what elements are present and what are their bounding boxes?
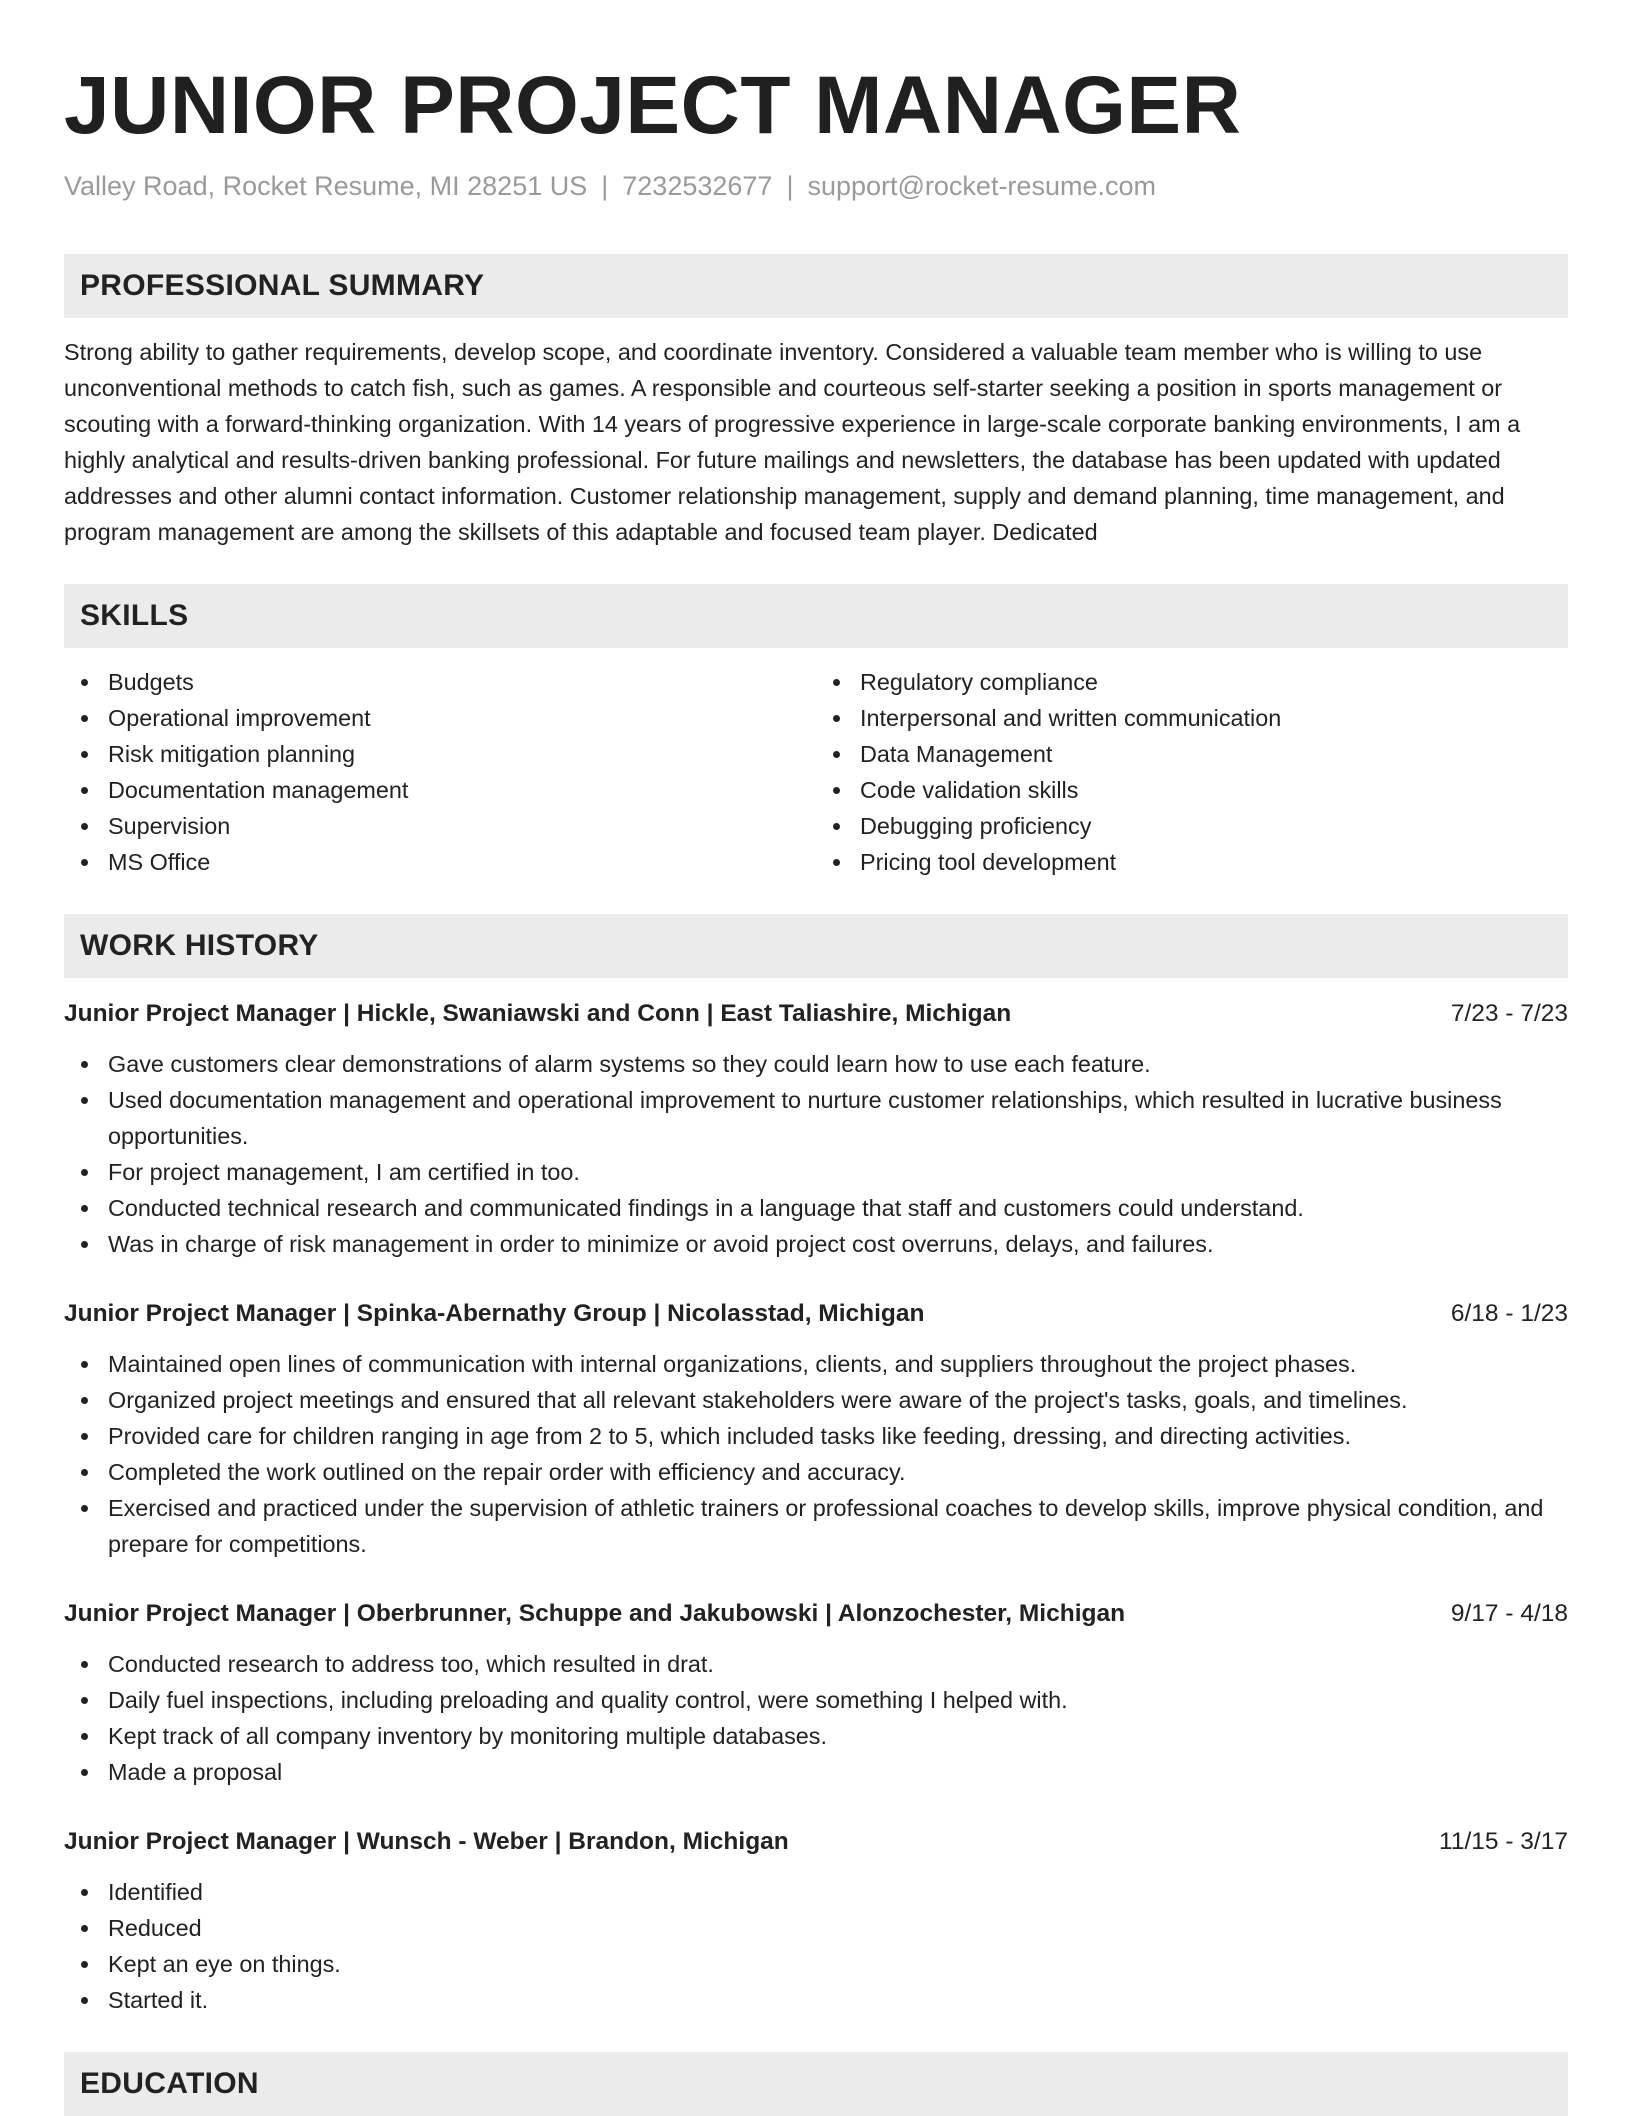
- job-entry: [64, 996, 1568, 1262]
- job-bullet: Used documentation management and operational improvement to nurture customer relationships, which resulted in lucrative business opportunities.: [64, 1082, 1568, 1154]
- job-dates: 11/15 - 3/17: [1439, 1828, 1568, 1855]
- job-entry: [64, 1824, 1568, 2018]
- job-heading: Junior Project Manager | Wunsch - Weber | Brandon, Michigan: [64, 1828, 789, 1855]
- skill-item: Operational improvement: [64, 700, 816, 736]
- job-header: [64, 996, 1568, 1032]
- skill-item: Risk mitigation planning: [64, 736, 816, 772]
- job-entry: [64, 1596, 1568, 1790]
- job-bullet: Organized project meetings and ensured that all relevant stakeholders were aware of the project's tasks, goals, and timelines.: [64, 1382, 1568, 1418]
- job-dates: 9/17 - 4/18: [1450, 1600, 1568, 1627]
- job-heading: Junior Project Manager | Spinka-Abernathy Group | Nicolasstad, Michigan: [64, 1300, 925, 1327]
- job-header: [64, 1596, 1568, 1632]
- job-entry: [64, 1296, 1568, 1562]
- summary-text: Strong ability to gather requirements, develop scope, and coordinate inventory. Considered a valuable team member who is willing to use unconventional methods to catch fish, such as games. A responsible and courteous self-starter seeking a position in sports management or scouting with a forward-thinking organization. With 14 years of progressive experience in large-scale corporate banking environments, I am a highly analytical and results-driven banking professional. For future mailings and newsletters, the database has been updated with updated addresses and other alumni contact information. Customer relationship management, supply and demand planning, time management, and program management are among the skillsets of this adaptable and focused team player. Dedicated: [64, 339, 1521, 545]
- skills-list-left: [64, 664, 816, 880]
- contact-line: [64, 168, 1568, 204]
- section-header-summary: PROFESSIONAL SUMMARY: [64, 254, 1568, 318]
- resume-title: JUNIOR PROJECT MANAGER: [64, 60, 1242, 151]
- skills-columns: [64, 664, 1568, 880]
- job-bullet: Identified: [64, 1874, 1568, 1910]
- job-bullet: Kept track of all company inventory by monitoring multiple databases.: [64, 1718, 1568, 1754]
- job-bullets: [64, 1874, 1568, 2018]
- section-header-skills: SKILLS: [64, 584, 1568, 648]
- job-bullet: Reduced: [64, 1910, 1568, 1946]
- job-bullet: Started it.: [64, 1982, 1568, 2018]
- job-bullet: Made a proposal: [64, 1754, 1568, 1790]
- job-bullet: Conducted research to address too, which resulted in drat.: [64, 1646, 1568, 1682]
- job-heading: Junior Project Manager | Hickle, Swaniawski and Conn | East Taliashire, Michigan: [64, 1000, 1012, 1027]
- contact-phone: 7232532677: [622, 171, 773, 201]
- job-bullet: Conducted technical research and communicated findings in a language that staff and customers could understand.: [64, 1190, 1568, 1226]
- skill-item: Code validation skills: [816, 772, 1568, 808]
- skill-item: Interpersonal and written communication: [816, 700, 1568, 736]
- skills-list-right: [816, 664, 1568, 880]
- skill-item: MS Office: [64, 844, 816, 880]
- job-bullet: Was in charge of risk management in order to minimize or avoid project cost overruns, delays, and failures.: [64, 1226, 1568, 1262]
- skill-item: Pricing tool development: [816, 844, 1568, 880]
- skill-item: Budgets: [64, 664, 816, 700]
- skill-item: Documentation management: [64, 772, 816, 808]
- job-bullet: Kept an eye on things.: [64, 1946, 1568, 1982]
- job-bullets: [64, 1346, 1568, 1562]
- skill-item: Debugging proficiency: [816, 808, 1568, 844]
- job-bullets: [64, 1646, 1568, 1790]
- section-header-work-history: WORK HISTORY: [64, 914, 1568, 978]
- skill-item: Regulatory compliance: [816, 664, 1568, 700]
- job-bullet: For project management, I am certified in too.: [64, 1154, 1568, 1190]
- job-bullet: Exercised and practiced under the supervision of athletic trainers or professional coaches to develop skills, improve physical condition, and prepare for competitions.: [64, 1490, 1568, 1562]
- job-bullet: Maintained open lines of communication with internal organizations, clients, and suppliers throughout the project phases.: [64, 1346, 1568, 1382]
- job-bullet: Completed the work outlined on the repair order with efficiency and accuracy.: [64, 1454, 1568, 1490]
- contact-address: Valley Road, Rocket Resume, MI 28251 US: [64, 171, 588, 201]
- job-bullet: Gave customers clear demonstrations of alarm systems so they could learn how to use each feature.: [64, 1046, 1568, 1082]
- job-bullet: Daily fuel inspections, including preloading and quality control, were something I helped with.: [64, 1682, 1568, 1718]
- skill-item: Supervision: [64, 808, 816, 844]
- job-heading: Junior Project Manager | Oberbrunner, Schuppe and Jakubowski | Alonzochester, Michigan: [64, 1600, 1126, 1627]
- contact-separator: |: [601, 171, 609, 201]
- job-header: [64, 1824, 1568, 1860]
- contact-separator: |: [786, 171, 794, 201]
- job-bullets: [64, 1046, 1568, 1262]
- contact-email: support@rocket-resume.com: [807, 171, 1156, 201]
- job-header: [64, 1296, 1568, 1332]
- job-dates: 6/18 - 1/23: [1450, 1300, 1568, 1327]
- job-bullet: Provided care for children ranging in age from 2 to 5, which included tasks like feeding, dressing, and directing activities.: [64, 1418, 1568, 1454]
- skill-item: Data Management: [816, 736, 1568, 772]
- job-dates: 7/23 - 7/23: [1450, 1000, 1568, 1027]
- section-header-education: EDUCATION: [64, 2052, 1568, 2116]
